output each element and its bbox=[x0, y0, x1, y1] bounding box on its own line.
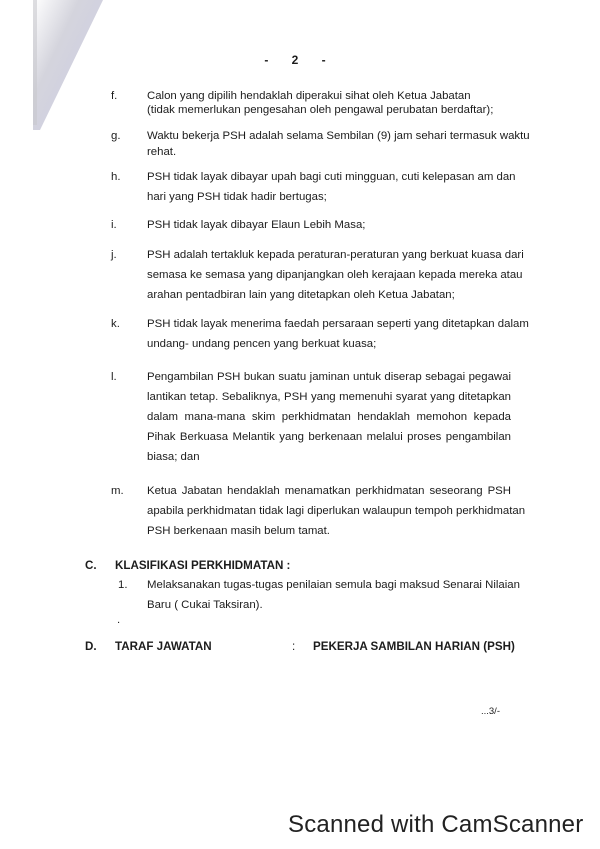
list-item-label: j. bbox=[111, 249, 117, 261]
section-d-title: TARAF JAWATAN bbox=[115, 640, 212, 653]
list-item-line: Waktu bekerja PSH adalah selama Sembilan (9) jam sehari termasuk waktu bbox=[147, 130, 530, 142]
section-c-subitem-line: Baru ( Cukai Taksiran). bbox=[147, 599, 263, 611]
list-item-line: hari yang PSH tidak hadir bertugas; bbox=[147, 191, 327, 203]
list-item-label: i. bbox=[111, 219, 117, 231]
list-item-label: h. bbox=[111, 171, 121, 183]
list-item-line: Pengambilan PSH bukan suatu jaminan untuk diserap sebagai pegawai bbox=[147, 371, 511, 383]
list-item-line: biasa; dan bbox=[147, 451, 200, 463]
list-item-label: f. bbox=[111, 90, 118, 102]
section-d-value: PEKERJA SAMBILAN HARIAN (PSH) bbox=[313, 640, 515, 653]
list-item-label: l. bbox=[111, 371, 117, 383]
list-item-line: rehat. bbox=[147, 146, 177, 158]
list-item-line: PSH tidak layak menerima faedah persaraan seperti yang ditetapkan dalam bbox=[147, 318, 529, 330]
list-item-line: PSH berkenaan masih belum tamat. bbox=[147, 525, 330, 537]
list-item-line: Ketua Jabatan hendaklah menamatkan perkhidmatan seseorang PSH bbox=[147, 485, 511, 497]
list-item-line: Calon yang dipilih hendaklah diperakui sihat oleh Ketua Jabatan bbox=[147, 90, 471, 102]
list-item-line: arahan pentadbiran lain yang ditetapkan oleh Ketua Jabatan; bbox=[147, 289, 455, 301]
list-item-label: m. bbox=[111, 485, 124, 497]
section-c-subitem-label: 1. bbox=[118, 579, 128, 591]
list-item-line: PSH tidak layak dibayar upah bagi cuti mingguan, cuti kelepasan am dan bbox=[147, 171, 516, 183]
list-item-line: lantikan tetap. Sebaliknya, PSH yang memenuhi syarat yang ditetapkan bbox=[147, 391, 511, 403]
list-item-label: g. bbox=[111, 130, 121, 142]
camscanner-watermark: Scanned with CamScanner bbox=[288, 811, 584, 838]
list-item-line: PSH adalah tertakluk kepada peraturan-peraturan yang berkuat kuasa dari bbox=[147, 249, 524, 261]
section-d-label: D. bbox=[85, 640, 97, 653]
list-item-line: apabila perkhidmatan tidak lagi diperlukan walaupun tempoh perkhidmatan bbox=[147, 505, 526, 517]
section-c-subitem-line: Melaksanakan tugas-tugas penilaian semula bagi maksud Senarai Nilaian bbox=[147, 579, 520, 591]
list-item-line: (tidak memerlukan pengesahan oleh pengawal perubatan berdaftar); bbox=[147, 104, 494, 116]
stray-mark: . bbox=[117, 614, 121, 626]
list-item-line: Pihak Berkuasa Melantik yang berkenaan melalui proses pengambilan bbox=[147, 431, 511, 443]
list-item-line: undang- undang pencen yang berkuat kuasa; bbox=[147, 338, 377, 350]
list-item-line: semasa ke semasa yang dipanjangkan oleh kerajaan kepada mereka atau bbox=[147, 269, 523, 281]
list-item-label: k. bbox=[111, 318, 120, 330]
continuation-marker: ...3/- bbox=[480, 706, 500, 717]
section-c-label: C. bbox=[85, 559, 97, 572]
list-item-line: dalam mana-mana skim perkhidmatan hendaklah memohon kepada bbox=[147, 411, 511, 423]
list-item-line: PSH tidak layak dibayar Elaun Lebih Masa; bbox=[147, 219, 366, 231]
section-c-title: KLASIFIKASI PERKHIDMATAN : bbox=[115, 559, 291, 572]
page-number: - 2 - bbox=[264, 53, 336, 67]
section-d-colon: : bbox=[292, 640, 296, 653]
